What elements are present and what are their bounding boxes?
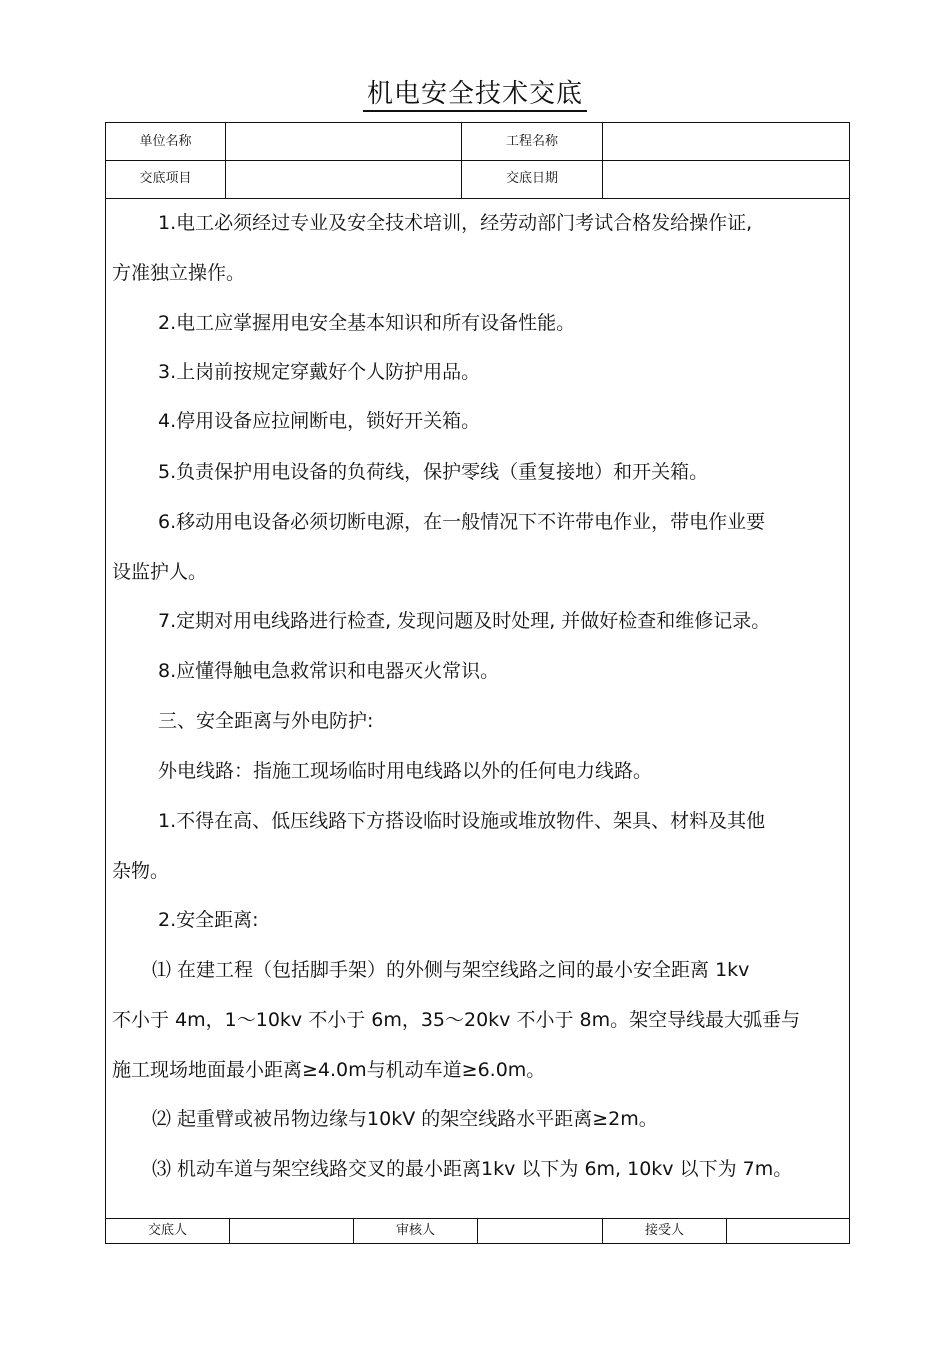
content-line: 设监护人。 [112, 561, 208, 583]
content-line: 1.电工必须经过专业及安全技术培训，经劳动部门考试合格发给操作证, [158, 212, 753, 234]
content-line: ⑵ 起重臂或被吊物边缘与10kV 的架空线路水平距离≥2m。 [152, 1108, 658, 1130]
date-label: 交底日期 [505, 171, 558, 186]
section-heading: 三、安全距离与外电防护: [158, 710, 374, 732]
content-line: 施工现场地面最小距离≥4.0m与机动车道≥6.0m。 [112, 1059, 546, 1081]
content-line: ⑴ 在建工程（包括脚手架）的外侧与架空线路之间的最小安全距离 1kv [152, 959, 750, 981]
footer-divider [477, 1219, 478, 1243]
content-line: 1.不得在高、低压线路下方搭设临时设施或堆放物件、架具、材料及其他 [158, 810, 766, 832]
document-title [0, 76, 950, 112]
presenter-label: 交底人 [147, 1223, 187, 1238]
content-line: 方准独立操作。 [112, 262, 246, 284]
header-table [105, 122, 850, 199]
receiver-label: 接受人 [644, 1223, 684, 1238]
footer-divider [726, 1219, 727, 1243]
content-line: 杂物。 [112, 860, 170, 882]
content-line: 2.安全距离: [158, 909, 259, 931]
project-name-label: 工程名称 [505, 134, 558, 149]
content-line: 2.电工应掌握用电安全基本知识和所有设备性能。 [158, 312, 576, 334]
content-line: 外电线路：指施工现场临时用电线路以外的任何电力线路。 [158, 760, 653, 782]
content-line: 8.应懂得触电急救常识和电器灭火常识。 [158, 660, 500, 682]
content-line: ⑶ 机动车道与架空线路交叉的最小距离1kv 以下为 6m, 10kv 以下为 7m。 [152, 1158, 793, 1180]
signature-row [105, 1218, 850, 1244]
content-line: 6.移动用电设备必须切断电源，在一般情况下不许带电作业，带电作业要 [158, 511, 766, 533]
content-line: 5.负责保护用电设备的负荷线，保护零线（重复接地）和开关箱。 [158, 461, 709, 483]
content-line: 7.定期对用电线路进行检查, 发现问题及时处理, 并做好检查和维修记录。 [158, 610, 771, 632]
content-line: 4.停用设备应拉闸断电，锁好开关箱。 [158, 410, 481, 432]
content-line: 3.上岗前按规定穿戴好个人防护用品。 [158, 361, 481, 383]
unit-name-label: 单位名称 [139, 134, 192, 149]
footer-divider [229, 1219, 230, 1243]
content-line: 不小于 4m，1～10kv 不小于 6m，35～20kv 不小于 8m。架空导线最大弧垂与 [112, 1009, 801, 1031]
document-title-text: 机电安全技术交底 [363, 79, 587, 112]
item-label: 交底项目 [139, 171, 192, 186]
reviewer-label: 审核人 [395, 1223, 435, 1238]
